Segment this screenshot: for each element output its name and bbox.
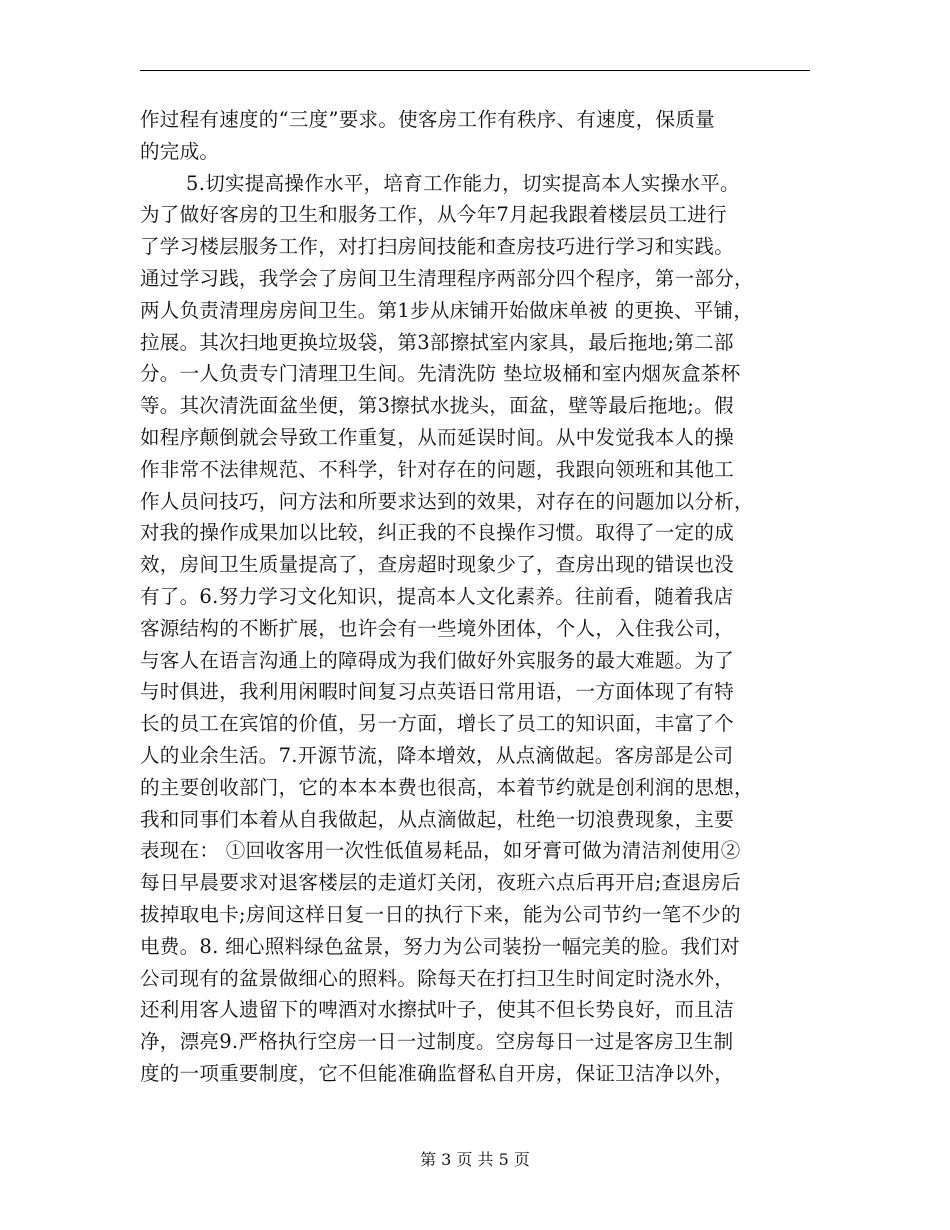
text-line: 拉展。其次扫地更换垃圾袋，第3部擦拭室内家具，最后拖地;第二部 <box>140 330 734 354</box>
text-line: 人的业余生活。7.开源节流，降本增效，从点滴做起。客房部是公司 <box>140 743 734 767</box>
text-line: 的主要创收部门，它的本本本费也很高，本着节约就是创利润的思想， <box>140 775 754 799</box>
text-line: 的完成。 <box>140 139 220 163</box>
text-line: 通过学习践，我学会了房间卫生清理程序两部分四个程序，第一部分， <box>140 266 754 290</box>
text-line: 我和同事们本着从自我做起，从点滴做起，杜绝一切浪费现象，主要 <box>140 807 735 831</box>
text-line: 拔掉取电卡;房间这样日复一日的执行下来，能为公司节约一笔不少的 <box>140 902 741 926</box>
text-line: 长的员工在宾馆的价值，另一方面，增长了员工的知识面，丰富了个 <box>140 712 735 736</box>
text-line: 电费。8. 细心照料绿色盆景，努力为公司装扮一幅完美的脸。我们对 <box>140 934 740 958</box>
text-line: 效，房间卫生质量提高了，查房超时现象少了，查房出现的错误也没 <box>140 553 735 577</box>
text-line: 与客人在语言沟通上的障碍成为我们做好外宾服务的最大难题。为了 <box>140 648 735 672</box>
text-line: 有了。6.努力学习文化知识，提高本人文化素养。往前看，随着我店 <box>140 584 734 608</box>
text-line: 等。其次清洗面盆坐便，第3擦拭水拢头，面盆，壁等最后拖地;。假 <box>140 394 734 418</box>
body-text <box>140 104 810 1090</box>
text-line: 客源结构的不断扩展，也许会有一些境外团体，个人，入住我公司， <box>140 616 735 640</box>
text-line: 还利用客人遗留下的啤酒对水擦拭叶子，使其不但长势良好，而且洁 <box>140 998 735 1022</box>
text-line: 作人员问技巧，问方法和所要求达到的效果，对存在的问题加以分析， <box>140 489 754 513</box>
text-line: 公司现有的盆景做细心的照料。除每天在打扫卫生时间定时浇水外， <box>140 966 735 990</box>
text-line: 每日早晨要求对退客楼层的走道灯关闭，夜班六点后再开启;查退房后 <box>140 871 741 895</box>
header-rule <box>140 70 810 71</box>
text-line: 表现在： ①回收客用一次性低值易耗品，如牙膏可做为清洁剂使用② <box>140 839 741 863</box>
text-line: 两人负责清理房房间卫生。第1步从床铺开始做床单被 的更换、平铺， <box>140 298 754 322</box>
text-line: 对我的操作成果加以比较，纠正我的不良操作习惯。取得了一定的成 <box>140 521 735 545</box>
text-line: 与时俱进，我利用闲暇时间复习点英语日常用语，一方面体现了有特 <box>140 680 735 704</box>
text-line: 为了做好客房的卫生和服务工作，从今年7月起我跟着楼层员工进行 <box>140 203 727 227</box>
text-line: 如程序颠倒就会导致工作重复，从而延误时间。从中发觉我本人的操 <box>140 425 735 449</box>
text-line: 了学习楼层服务工作，对打扫房间技能和查房技巧进行学习和实践。 <box>140 235 735 259</box>
text-line: 度的一项重要制度，它不但能准确监督私自开房，保证卫洁净以外， <box>140 1061 735 1085</box>
text-line: 作非常不法律规范、不科学，针对存在的问题，我跟向领班和其他工 <box>140 457 735 481</box>
page-number-footer: 第 3 页 共 5 页 <box>420 1150 530 1169</box>
text-line: 作过程有速度的“三度”要求。使客房工作有秩序、有速度，保质量 <box>140 108 715 131</box>
text-line: 分。一人负责专门清理卫生间。先清洗防 垫垃圾桶和室内烟灰盒茶杯 <box>140 362 741 386</box>
text-line: 净，漂亮9.严格执行空房一日一过制度。空房每日一过是客房卫生制 <box>140 1030 734 1054</box>
text-line: 5.切实提高操作水平，培育工作能力，切实提高本人实操水平。 <box>186 171 740 195</box>
